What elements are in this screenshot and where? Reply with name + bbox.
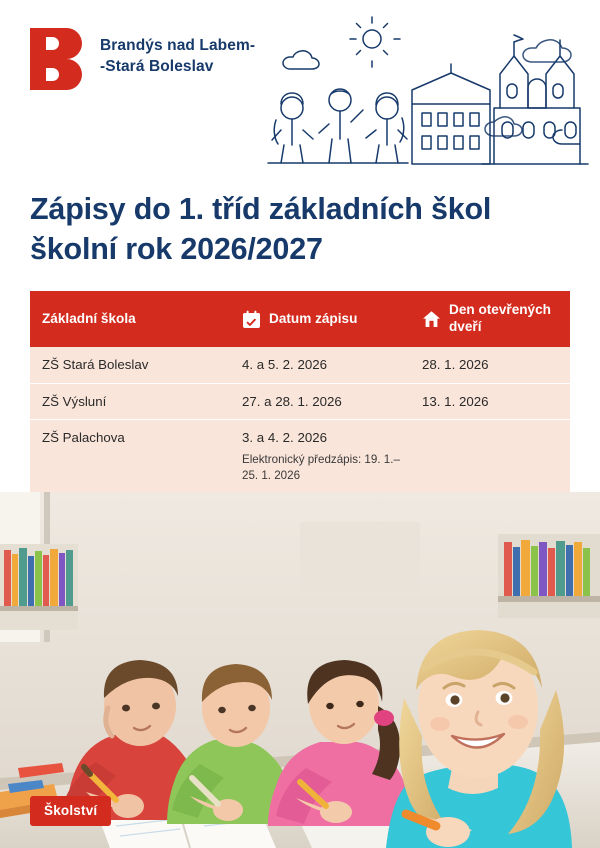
cell-registration-date (230, 383, 410, 420)
cell-school: ZŠ Výsluní (30, 383, 230, 420)
cell-open-day: 28. 1. 2026 (410, 347, 570, 383)
cell-open-day (410, 420, 570, 492)
table-row (30, 347, 570, 383)
poster-title (0, 180, 600, 269)
cell-registration-date (230, 347, 410, 383)
table-row (30, 420, 570, 492)
table-body (30, 347, 570, 492)
column-header-registration-date (230, 291, 410, 347)
letter-b-logo-icon (30, 28, 84, 90)
cell-registration-date-value: 27. a 28. 1. 2026 (242, 393, 342, 409)
cell-registration-date (230, 420, 410, 492)
column-header-registration-date-label: Datum zápisu (269, 310, 358, 326)
category-badge: Školství (30, 796, 111, 826)
town-landmark-and-children-line-drawing-icon (232, 12, 592, 177)
column-header-open-day-label: Den otevřených dveří (449, 302, 551, 335)
city-name (100, 28, 255, 78)
city-name-line1: Brandýs nad Labem- (100, 37, 256, 54)
column-header-school (30, 291, 230, 347)
cell-registration-date-value: 4. a 5. 2. 2026 (242, 357, 328, 373)
city-name-line2: -Stará Boleslav (100, 57, 214, 75)
house-icon (422, 310, 441, 329)
poster-header (0, 0, 600, 180)
registration-table (30, 291, 570, 492)
calendar-icon (242, 310, 261, 329)
title-line2: školní rok 2026/2027 (30, 231, 323, 266)
cell-school: ZŠ Stará Boleslav (30, 347, 230, 383)
cell-registration-date-value: 3. a 4. 2. 2026 (242, 430, 328, 446)
table-row (30, 383, 570, 420)
column-header-open-day (410, 291, 570, 347)
table-header-row (30, 291, 570, 347)
cell-school: ZŠ Palachova (30, 420, 230, 492)
children-writing-at-school-desks-photo (0, 492, 600, 848)
cell-open-day: 13. 1. 2026 (410, 383, 570, 420)
cell-registration-note: Elektronický předzápis: 19. 1.–25. 1. 2026 (242, 452, 400, 482)
column-header-school-label: Základní škola (42, 310, 136, 326)
title-line1: Zápisy do 1. tříd základních škol (30, 192, 492, 226)
